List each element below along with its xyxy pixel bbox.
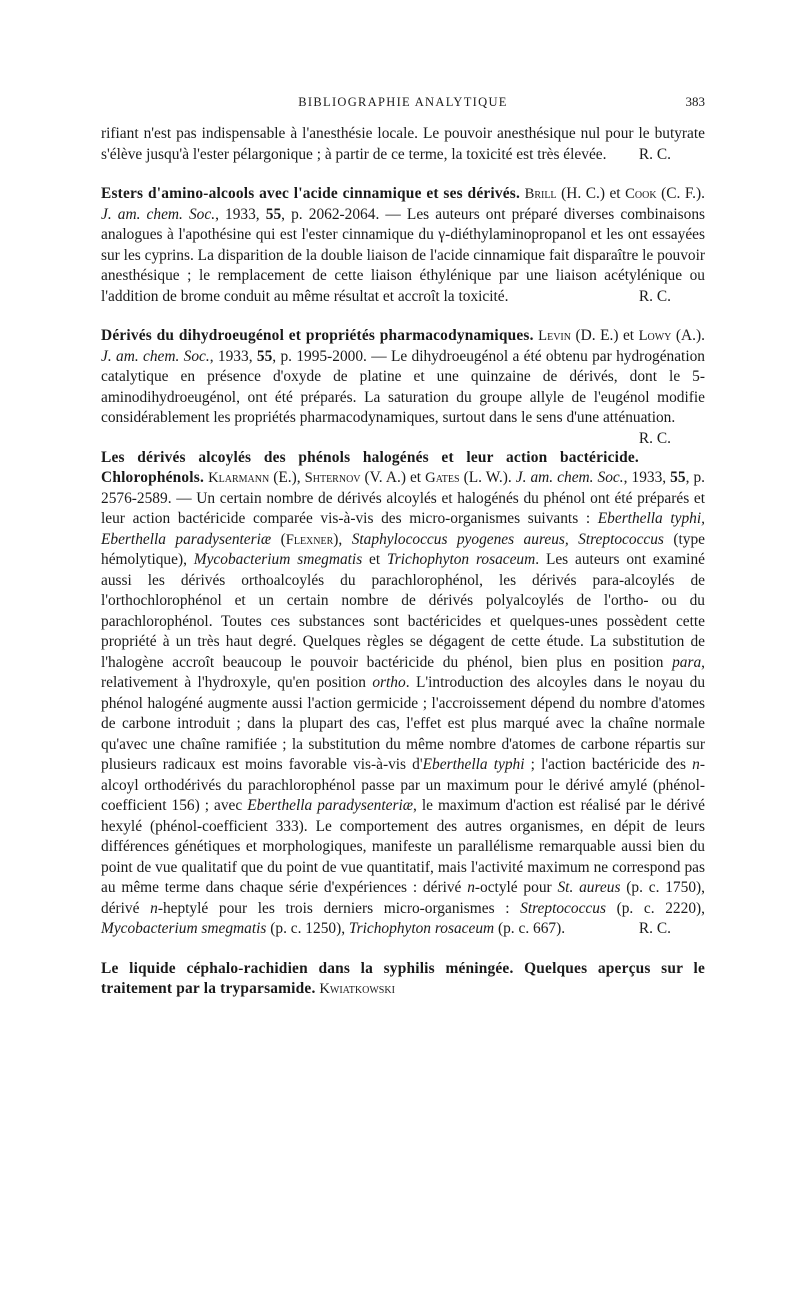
author-name: Brill — [524, 186, 557, 202]
volume-number: 55 — [256, 347, 273, 365]
species-name: Eberthella typhi — [422, 756, 525, 773]
volume-number: 55 — [265, 205, 282, 223]
abstract-text: ( — [271, 530, 286, 548]
author-name: Klarmann — [208, 470, 270, 486]
page-number: 383 — [685, 94, 705, 109]
signature: R. C. — [638, 920, 671, 937]
citation-year: , 1933, — [215, 205, 266, 223]
signature: R. C. — [638, 145, 671, 163]
abstract-text: (p. c. 1250), — [266, 920, 349, 937]
abstract-text: -alcoyl orthodérivés du parachlorophénol passe par un maximum pour le dérivé amylé (phénol-coefficient 156) ; avec — [101, 756, 705, 814]
page-header — [101, 92, 705, 116]
author-initials: (A.). — [671, 327, 705, 344]
abstract-text: et — [362, 551, 388, 568]
signature: R. C. — [638, 287, 671, 305]
article-title: Le liquide céphalo-rachidien dans la syphilis méningée. Quelques aperçus sur le traitement par la tryparsamide. — [101, 959, 705, 997]
page — [101, 92, 705, 1000]
species-name: Eberthella paradysenteriæ — [247, 797, 413, 814]
chemical-prefix: n — [467, 879, 475, 896]
author-name: Kwiatkowski — [319, 981, 395, 997]
abstract-text: (p. c. 1750), dérivé — [101, 879, 705, 917]
position-term: para — [672, 653, 702, 671]
abstract-esters-amino-alcools — [101, 184, 705, 307]
species-name: St. aureus — [557, 879, 621, 896]
chemical-prefix: n — [150, 899, 158, 917]
citation-pages: , p. 1995-2000. — [272, 347, 367, 365]
abstract-text: , le maximum d'action est réalisé par le dérivé hexylé (phénol-coefficient 333). Le comportement des autres organismes, en dépit de leurs différences génétiques et morphologiques, manifeste un parallélisme remarquable aussi bien du point de vue qualitatif que du point de vue quantitatif, mais l'activité maximum ne correspond pas au même terme dans chaque série d'expériences : dérivé — [101, 797, 705, 896]
signature: R. C. — [638, 429, 671, 447]
species-name: Eberthella typhi, Eberthella paradysenteriæ — [101, 510, 706, 548]
author-name: Cook — [625, 186, 657, 202]
citation-year: , 1933, — [209, 347, 257, 365]
abstract-text: ), — [333, 530, 352, 548]
abstract-text: — Le dihydroeugénol a été obtenu par hydrogénation catalytique en présence d'oxyde de platine et une quinzaine de dérivés, dont le 5-aminodihydroeugénol, ont été préparés. La saturation du groupe allyle de l'eugénol modifie considérablement les propriétés pharmacodynamiques, surtout dans le sens d'une atténuation. — [101, 347, 706, 426]
author-name: Levin — [538, 328, 571, 344]
abstract-dihydroeugenol — [101, 326, 706, 447]
species-name: Streptococcus — [520, 899, 606, 917]
continued-paragraph — [101, 124, 705, 165]
species-name: Staphylococcus pyogenes aureus, Streptococcus — [351, 530, 664, 548]
article-title: Esters d'amino-alcools avec l'acide cinnamique et ses dérivés. — [101, 185, 521, 202]
position-term: ortho — [372, 674, 406, 691]
abstract-text: (type hémolytique), — [101, 530, 705, 568]
author-initials: (D. E.) et — [570, 327, 639, 344]
paragraph-text: rifiant n'est pas indispensable à l'anesthésie locale. Le pouvoir anesthésique nul pour le butyrate s'élève jusqu'à l'ester pélargonique ; à partir de ce terme, la toxicité est très élevée. — [101, 125, 705, 163]
author-name: Shternov — [304, 470, 361, 486]
citation-pages: , p. 2576-2589. — [101, 469, 705, 507]
running-head: BIBLIOGRAPHIE ANALYTIQUE — [298, 95, 508, 109]
abstract-liquide-cephalo-rachidien — [101, 959, 705, 1000]
abstract-text: (p. c. 2220), — [605, 899, 705, 917]
abstract-text: -heptylé pour les trois derniers micro-organismes : — [157, 899, 521, 917]
abstract-chlorophenols — [101, 448, 705, 940]
author-name: Flexner — [285, 531, 334, 548]
author-initials: (L. W.). — [459, 469, 516, 486]
abstract-text: . Les auteurs ont examiné aussi les dérivés orthoalcoylés du parachlorophénol, les dérivés para-alcoylés de l'orthochlorophénol et un certain nombre de dérivés polyalcoylés de l'ortho- ou du parachlorophénol. Toutes ces substances sont bactéricides et quelques-unes possèdent cette propriété à un très haut degré. Quelques règles se dégagent de cette étude. La substitution de l'halogène accroît beaucoup le pouvoir bactéricide du phénol, bien plus en position — [101, 551, 705, 671]
author-name: Gates — [425, 470, 460, 486]
citation-year: , 1933, — [623, 469, 671, 486]
abstract-text: , relativement à l'hydroxyle, qu'en position — [101, 653, 705, 691]
abstract-text: — Les auteurs ont préparé diverses combinaisons analogues à l'apothésine qui est l'ester cinnamique du — [101, 205, 706, 243]
species-name: Trichophyton rosaceum — [348, 920, 495, 937]
author-initials: (E.), — [269, 469, 305, 486]
abstract-text: ; l'action bactéricide des — [524, 756, 693, 773]
species-name: Mycobacterium smegmatis — [193, 551, 363, 568]
abstract-text: (p. c. 667). — [494, 920, 566, 937]
greek-symbol: γ — [438, 226, 446, 243]
journal-name: J. am. chem. Soc. — [101, 347, 210, 365]
species-name: Trichophyton rosaceum — [387, 551, 536, 568]
author-initials: (V. A.) et — [360, 469, 426, 486]
volume-number: 55 — [670, 469, 686, 486]
abstract-text: . L'introduction des alcoyles dans le noyau du phénol halogéné augmente aussi l'action germicide ; l'accroissement dépend du nombre d'atomes de carbone introduit ; dans la plupart des cas, l'effet est plus marqué avec la chaîne normale qu'avec une chaîne ramifiée ; la substitution du même nombre d'atomes de carbone répartis sur plusieurs radicaux est moins favorable vis-à-vis d' — [101, 674, 706, 773]
chemical-prefix: n — [692, 756, 700, 773]
author-initials: (C. F.). — [656, 185, 705, 202]
species-name: Mycobacterium smegmatis — [101, 920, 267, 937]
abstract-text: -diéthylaminopropanol et les ont essayées sur les cyprins. La disparition de la double liaison de l'acide cinnamique fait disparaître le pouvoir anesthésique ; le remplacement de cette liaison éthylénique par une liaison acétylénique ou l'addition de brome conduit au même résultat et accroît la toxicité. — [101, 226, 705, 305]
journal-name: J. am. chem. Soc. — [101, 205, 216, 223]
abstract-text: — Un certain nombre de dérivés alcoylés et halogénés du phénol ont été préparés et leur action bactéricide comparée vis-à-vis des micro-organismes suivants : — [101, 489, 705, 527]
journal-name: J. am. chem. Soc. — [515, 469, 624, 486]
article-title: Les dérivés alcoylés des phénols halogénés et leur action bactéricide. Chlorophénols. — [101, 448, 639, 486]
author-initials: (H. C.) et — [556, 185, 626, 202]
abstract-text: -octylé pour — [474, 879, 558, 896]
citation-pages: , p. 2062-2064. — [281, 205, 380, 223]
author-name: Lowy — [638, 328, 672, 344]
article-title: Dérivés du dihydroeugénol et propriétés pharmacodynamiques. — [101, 327, 534, 344]
